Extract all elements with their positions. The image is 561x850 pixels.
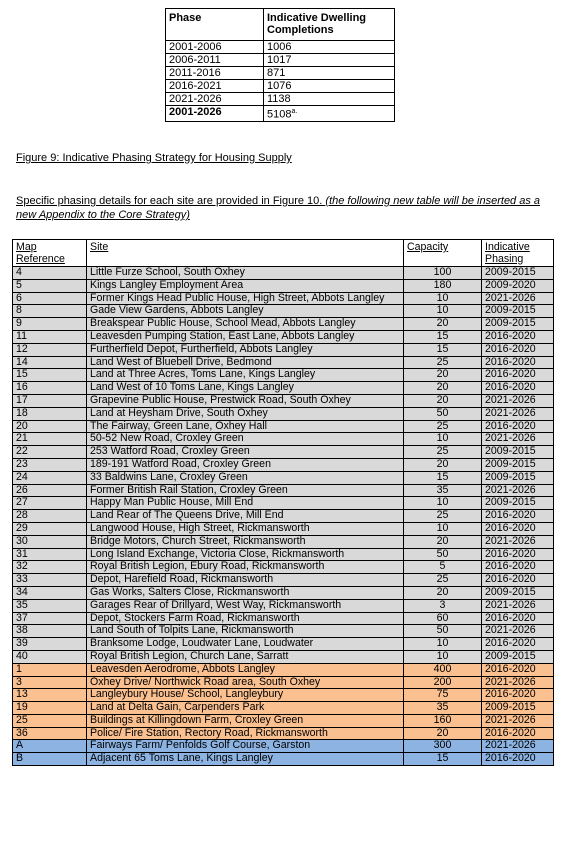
site-header: Site (87, 240, 404, 267)
site-cell: Police/ Fire Station, Rectory Road, Rickmansworth (87, 727, 404, 740)
site-row (13, 394, 554, 407)
site-cell: Furtherfield Depot, Furtherfield, Abbots Langley (87, 343, 404, 356)
phasing-cell: 2016-2020 (482, 612, 554, 625)
map-reference-cell: 5 (13, 279, 87, 292)
phase-total-row (166, 106, 395, 122)
phase-cell: 2006-2011 (166, 54, 264, 67)
capacity-cell: 200 (404, 676, 482, 689)
phase-table-header (166, 9, 395, 41)
intro-note: (the following new table will be inserted as a new Appendix to the Core Strategy) (16, 195, 541, 221)
phase-cell: 2016-2021 (166, 80, 264, 93)
map-reference-cell: 20 (13, 420, 87, 433)
map-reference-cell: 26 (13, 484, 87, 497)
capacity-cell: 20 (404, 369, 482, 382)
phasing-cell: 2009-2020 (482, 279, 554, 292)
capacity-cell: 25 (404, 510, 482, 523)
site-row (13, 343, 554, 356)
phasing-cell: 2016-2020 (482, 663, 554, 676)
map-reference-cell: 39 (13, 638, 87, 651)
completions-header: Indicative Dwelling Completions (264, 9, 395, 41)
phasing-cell: 2016-2020 (482, 356, 554, 369)
site-row (13, 612, 554, 625)
capacity-cell: 160 (404, 714, 482, 727)
phase-row (166, 80, 395, 93)
map-reference-cell: 4 (13, 267, 87, 280)
completions-cell: 1076 (264, 80, 395, 93)
site-row (13, 267, 554, 280)
site-row (13, 522, 554, 535)
map-reference-cell: 35 (13, 599, 87, 612)
site-row (13, 727, 554, 740)
phasing-cell: 2016-2020 (482, 522, 554, 535)
capacity-header: Capacity (404, 240, 482, 267)
site-row (13, 356, 554, 369)
site-cell: Garages Rear of Drillyard, West Way, Rickmansworth (87, 599, 404, 612)
site-row (13, 548, 554, 561)
map-reference-cell: A (13, 740, 87, 753)
phasing-cell: 2016-2020 (482, 689, 554, 702)
phasing-cell: 2009-2015 (482, 650, 554, 663)
phase-cell: 2021-2026 (166, 93, 264, 106)
map-reference-cell: 22 (13, 446, 87, 459)
site-row (13, 420, 554, 433)
phasing-cell: 2016-2020 (482, 330, 554, 343)
figure-caption: Figure 9: Indicative Phasing Strategy for Housing Supply (16, 152, 292, 164)
phasing-cell: 2021-2026 (482, 740, 554, 753)
phase-table-body (166, 41, 395, 122)
map-reference-cell: 9 (13, 318, 87, 331)
site-cell: Branksome Lodge, Loudwater Lane, Loudwater (87, 638, 404, 651)
capacity-cell: 35 (404, 484, 482, 497)
map-reference-cell: 33 (13, 574, 87, 587)
site-row (13, 561, 554, 574)
site-row (13, 446, 554, 459)
capacity-cell: 15 (404, 330, 482, 343)
site-cell: Land at Delta Gain, Carpenders Park (87, 702, 404, 715)
site-cell: Royal British Legion, Church Lane, Sarratt (87, 650, 404, 663)
phasing-cell: 2009-2015 (482, 305, 554, 318)
total-value: 5108 (267, 108, 292, 121)
map-reference-cell: 15 (13, 369, 87, 382)
capacity-cell: 60 (404, 612, 482, 625)
site-cell: Depot, Harefield Road, Rickmansworth (87, 574, 404, 587)
phasing-cell: 2016-2020 (482, 727, 554, 740)
capacity-cell: 15 (404, 343, 482, 356)
site-row (13, 753, 554, 766)
site-cell: Land West of 10 Toms Lane, Kings Langley (87, 382, 404, 395)
site-cell: 253 Watford Road, Croxley Green (87, 446, 404, 459)
site-row (13, 625, 554, 638)
capacity-cell: 20 (404, 727, 482, 740)
map-reference-cell: 11 (13, 330, 87, 343)
intro-paragraph (16, 194, 546, 222)
map-reference-cell: 32 (13, 561, 87, 574)
capacity-cell: 20 (404, 382, 482, 395)
capacity-cell: 25 (404, 420, 482, 433)
phasing-cell: 2009-2015 (482, 497, 554, 510)
total-phase-cell: 2001-2026 (166, 106, 264, 122)
capacity-cell: 50 (404, 407, 482, 420)
phasing-cell: 2009-2015 (482, 318, 554, 331)
phasing-cell: 2021-2026 (482, 433, 554, 446)
site-cell: Langleybury House/ School, Langleybury (87, 689, 404, 702)
phasing-cell: 2016-2020 (482, 548, 554, 561)
capacity-cell: 75 (404, 689, 482, 702)
map-reference-cell: 24 (13, 471, 87, 484)
capacity-cell: 10 (404, 433, 482, 446)
site-row (13, 330, 554, 343)
site-cell: Land West of Bluebell Drive, Bedmond (87, 356, 404, 369)
site-cell: Gas Works, Salters Close, Rickmansworth (87, 586, 404, 599)
capacity-cell: 50 (404, 625, 482, 638)
map-reference-cell: 19 (13, 702, 87, 715)
site-row (13, 638, 554, 651)
site-cell: Fairways Farm/ Penfolds Golf Course, Garston (87, 740, 404, 753)
site-row (13, 497, 554, 510)
site-cell: Grapevine Public House, Prestwick Road, South Oxhey (87, 394, 404, 407)
site-cell: Leavesden Pumping Station, East Lane, Abbots Langley (87, 330, 404, 343)
phase-header: Phase (166, 9, 264, 41)
site-cell: Adjacent 65 Toms Lane, Kings Langley (87, 753, 404, 766)
phase-row (166, 41, 395, 54)
capacity-cell: 20 (404, 586, 482, 599)
sites-table-header (13, 240, 554, 267)
sites-table-body (13, 267, 554, 766)
map-reference-cell: 14 (13, 356, 87, 369)
map-reference-cell: 27 (13, 497, 87, 510)
map-reference-cell: 12 (13, 343, 87, 356)
capacity-cell: 10 (404, 292, 482, 305)
map-reference-cell: 3 (13, 676, 87, 689)
site-cell: Happy Man Public House, Mill End (87, 497, 404, 510)
completions-cell: 1138 (264, 93, 395, 106)
capacity-cell: 50 (404, 548, 482, 561)
capacity-cell: 10 (404, 638, 482, 651)
capacity-cell: 35 (404, 702, 482, 715)
phase-cell: 2001-2006 (166, 41, 264, 54)
site-row (13, 318, 554, 331)
capacity-cell: 20 (404, 458, 482, 471)
site-cell: Oxhey Drive/ Northwick Road area, South Oxhey (87, 676, 404, 689)
site-cell: Buildings at Killingdown Farm, Croxley Green (87, 714, 404, 727)
phasing-cell: 2016-2020 (482, 638, 554, 651)
site-row (13, 586, 554, 599)
phasing-cell: 2009-2015 (482, 702, 554, 715)
site-row (13, 458, 554, 471)
site-row (13, 650, 554, 663)
phasing-cell: 2009-2015 (482, 446, 554, 459)
capacity-cell: 20 (404, 318, 482, 331)
capacity-cell: 25 (404, 356, 482, 369)
site-cell: Gade View Gardens, Abbots Langley (87, 305, 404, 318)
map-reference-cell: 13 (13, 689, 87, 702)
site-row (13, 369, 554, 382)
capacity-cell: 15 (404, 471, 482, 484)
map-reference-cell: 29 (13, 522, 87, 535)
site-row (13, 382, 554, 395)
capacity-cell: 10 (404, 497, 482, 510)
map-reference-header: Map Reference (13, 240, 87, 267)
map-reference-cell: 30 (13, 535, 87, 548)
phasing-cell: 2016-2020 (482, 574, 554, 587)
phase-table (165, 8, 395, 122)
site-cell: Royal British Legion, Ebury Road, Rickmansworth (87, 561, 404, 574)
phasing-cell: 2016-2020 (482, 369, 554, 382)
total-completions-cell (264, 106, 395, 122)
phase-row (166, 54, 395, 67)
capacity-cell: 25 (404, 446, 482, 459)
site-cell: Depot, Stockers Farm Road, Rickmansworth (87, 612, 404, 625)
site-row (13, 510, 554, 523)
phasing-cell: 2009-2015 (482, 267, 554, 280)
site-cell: Former Kings Head Public House, High Street, Abbots Langley (87, 292, 404, 305)
capacity-cell: 10 (404, 522, 482, 535)
site-cell: Kings Langley Employment Area (87, 279, 404, 292)
phasing-cell: 2016-2020 (482, 382, 554, 395)
phasing-cell: 2021-2026 (482, 625, 554, 638)
intro-text: Specific phasing details for each site are provided in Figure 10. (16, 195, 326, 207)
site-row (13, 599, 554, 612)
site-cell: Little Furze School, South Oxhey (87, 267, 404, 280)
site-row (13, 714, 554, 727)
map-reference-cell: 21 (13, 433, 87, 446)
completions-cell: 1006 (264, 41, 395, 54)
phase-row (166, 93, 395, 106)
phasing-cell: 2016-2020 (482, 343, 554, 356)
map-reference-cell: 6 (13, 292, 87, 305)
site-cell: 33 Baldwins Lane, Croxley Green (87, 471, 404, 484)
capacity-cell: 20 (404, 394, 482, 407)
map-reference-cell: 17 (13, 394, 87, 407)
site-cell: Land South of Tolpits Lane, Rickmansworth (87, 625, 404, 638)
capacity-cell: 300 (404, 740, 482, 753)
completions-cell: 871 (264, 67, 395, 80)
site-cell: Land at Heysham Drive, South Oxhey (87, 407, 404, 420)
phasing-cell: 2021-2026 (482, 535, 554, 548)
map-reference-cell: 16 (13, 382, 87, 395)
site-cell: Leavesden Aerodrome, Abbots Langley (87, 663, 404, 676)
site-cell: 50-52 New Road, Croxley Green (87, 433, 404, 446)
site-cell: Langwood House, High Street, Rickmansworth (87, 522, 404, 535)
site-row (13, 740, 554, 753)
phasing-cell: 2021-2026 (482, 484, 554, 497)
site-row (13, 433, 554, 446)
map-reference-cell: 18 (13, 407, 87, 420)
capacity-cell: 180 (404, 279, 482, 292)
map-reference-cell: 40 (13, 650, 87, 663)
capacity-cell: 25 (404, 574, 482, 587)
site-cell: Bridge Motors, Church Street, Rickmansworth (87, 535, 404, 548)
site-row (13, 305, 554, 318)
site-row (13, 689, 554, 702)
phasing-cell: 2021-2026 (482, 394, 554, 407)
phasing-cell: 2009-2015 (482, 471, 554, 484)
capacity-cell: 400 (404, 663, 482, 676)
site-row (13, 407, 554, 420)
site-cell: Breakspear Public House, School Mead, Abbots Langley (87, 318, 404, 331)
site-row (13, 574, 554, 587)
site-row (13, 663, 554, 676)
map-reference-cell: 28 (13, 510, 87, 523)
map-reference-cell: 37 (13, 612, 87, 625)
site-row (13, 535, 554, 548)
phasing-cell: 2021-2026 (482, 407, 554, 420)
site-cell: The Fairway, Green Lane, Oxhey Hall (87, 420, 404, 433)
phasing-cell: 2021-2026 (482, 599, 554, 612)
map-reference-cell: 23 (13, 458, 87, 471)
capacity-cell: 10 (404, 650, 482, 663)
map-reference-cell: B (13, 753, 87, 766)
site-cell: Former British Rail Station, Croxley Green (87, 484, 404, 497)
phasing-cell: 2016-2020 (482, 561, 554, 574)
map-reference-cell: 31 (13, 548, 87, 561)
site-row (13, 702, 554, 715)
map-reference-cell: 1 (13, 663, 87, 676)
capacity-cell: 15 (404, 753, 482, 766)
site-row (13, 484, 554, 497)
capacity-cell: 100 (404, 267, 482, 280)
phase-row (166, 67, 395, 80)
phasing-cell: 2009-2015 (482, 458, 554, 471)
phasing-cell: 2009-2015 (482, 586, 554, 599)
capacity-cell: 5 (404, 561, 482, 574)
site-cell: Land at Three Acres, Toms Lane, Kings Langley (87, 369, 404, 382)
phasing-cell: 2021-2026 (482, 292, 554, 305)
site-cell: Land Rear of The Queens Drive, Mill End (87, 510, 404, 523)
indicative-phasing-header: Indicative Phasing (482, 240, 554, 267)
map-reference-cell: 8 (13, 305, 87, 318)
site-row (13, 471, 554, 484)
map-reference-cell: 34 (13, 586, 87, 599)
total-footnote-marker: a. (291, 108, 298, 115)
map-reference-cell: 38 (13, 625, 87, 638)
site-cell: 189-191 Watford Road, Croxley Green (87, 458, 404, 471)
phasing-cell: 2016-2020 (482, 510, 554, 523)
sites-table (12, 239, 554, 766)
site-row (13, 676, 554, 689)
phasing-cell: 2016-2020 (482, 420, 554, 433)
phasing-cell: 2016-2020 (482, 753, 554, 766)
site-cell: Long Island Exchange, Victoria Close, Rickmansworth (87, 548, 404, 561)
map-reference-cell: 25 (13, 714, 87, 727)
site-row (13, 292, 554, 305)
phasing-cell: 2021-2026 (482, 714, 554, 727)
phasing-cell: 2021-2026 (482, 676, 554, 689)
completions-cell: 1017 (264, 54, 395, 67)
capacity-cell: 3 (404, 599, 482, 612)
map-reference-cell: 36 (13, 727, 87, 740)
capacity-cell: 20 (404, 535, 482, 548)
site-row (13, 279, 554, 292)
capacity-cell: 10 (404, 305, 482, 318)
phase-cell: 2011-2016 (166, 67, 264, 80)
